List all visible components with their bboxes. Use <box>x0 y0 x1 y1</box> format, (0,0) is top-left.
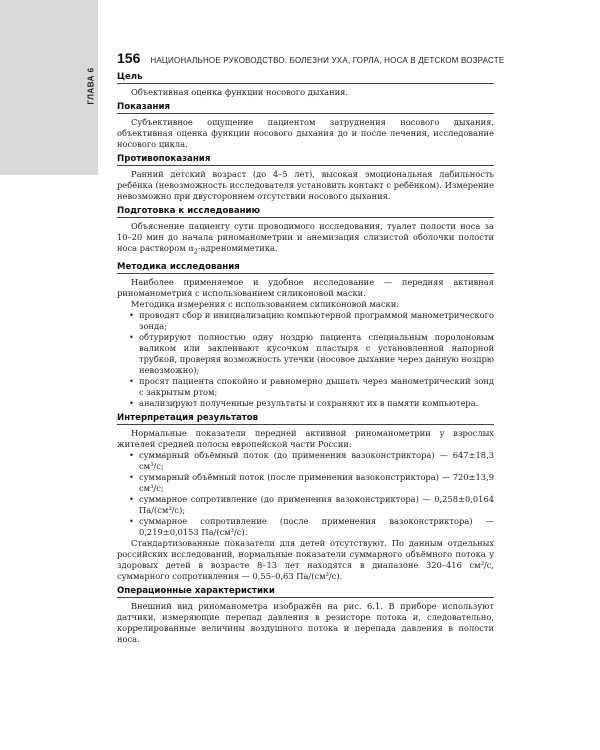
list-item: • анализируют полученные результаты и сохраняют их в памяти компьютера. <box>117 398 494 409</box>
section-interpretation <box>117 413 494 582</box>
section-title: Показания <box>117 102 494 114</box>
steps-label: Методика измерения с использованием силиконовой маски: <box>131 298 400 309</box>
page-number: 156 <box>117 50 141 66</box>
section-indications <box>117 102 494 150</box>
section-title: Цель <box>117 72 494 84</box>
section-title: Методика исследования <box>117 262 494 274</box>
chapter-side-tab <box>0 0 98 175</box>
text-part: Объяснение пациенту сути проводимого исследования, туалет полости носа за 10–20 мин до начала риноманометрии и анемизация слизистой оболочки полости носа раствором α <box>117 221 494 253</box>
page-content <box>117 50 505 645</box>
section-outro: Стандартизованные показатели для детей отсутствуют. По данным отдельных российских исследований, нормальные показатели суммарного объёмного потока у здоровых детей в возрасте 8–13 лет находятся в диапазоне 320–416 см³/с, суммарного сопротивления — 0,55–0,63 Па/(см³/с). <box>117 537 494 581</box>
list-item: • обтурируют полностью одну ноздрю пациента специальным поролоновым валиком или заклеивают кусочком пластыря с установленной напорной трубкой, проверяя возможность утечки (носовое дыхание через данную ноздрю невозможно); <box>117 332 494 376</box>
section-title: Интерпретация результатов <box>117 413 494 425</box>
section-intro: Наиболее применяемое и удобное исследование — передняя активная риноманометрия с использованием силиконовой маски. <box>117 276 494 298</box>
section-intro: Нормальные показатели передней активной риноманометрии у взрослых жителей средней полосы европейской части России: <box>117 427 494 449</box>
section-operational <box>117 586 494 645</box>
list-item: • проводят сбор и инициализацию компьютерной программой манометрического зонда; <box>117 310 494 332</box>
section-text: Внешний вид риноманометра изображён на рис. 6.1. В приборе используют датчики, измеряющие перепад давления в резисторе потока и, следовательно, коррелированные величины воздушного потока и перепада давления в полости носа. <box>117 600 494 644</box>
section-title: Подготовка к исследованию <box>117 206 494 218</box>
section-preparation <box>117 206 494 258</box>
list-item: • суммарное сопротивление (до применения вазоконстриктора) — 0,258±0,0164 Па/(см³/с); <box>117 494 494 516</box>
section-text <box>117 221 494 258</box>
running-title: НАЦИОНАЛЬНОЕ РУКОВОДСТВО. БОЛЕЗНИ УХА, ГОРЛА, НОСА В ДЕТСКОМ ВОЗРАСТЕ <box>150 56 505 65</box>
list-item: • суммарный объёмный поток (после применения вазоконстриктора) — 720±13,9 см³/с; <box>117 472 494 494</box>
section-text: Объективная оценка функции носового дыхания. <box>131 87 349 97</box>
text-part: -адреномиметика. <box>197 243 278 253</box>
norms-list <box>117 450 494 538</box>
method-steps-list <box>117 310 494 409</box>
section-title: Противопоказания <box>117 154 494 166</box>
chapter-label: ГЛАВА 6 <box>86 67 96 105</box>
page-header <box>117 50 505 66</box>
list-item: • просят пациента спокойно и равномерно дышать через манометрический зонд с закрытым ртом; <box>117 376 494 398</box>
list-item: • суммарное сопротивление (после применения вазоконстриктора) — 0,219±0,0153 Па/(см³/с). <box>117 516 494 538</box>
subscript: 2 <box>193 248 198 256</box>
section-goal <box>117 72 494 98</box>
section-contraindications <box>117 154 494 202</box>
section-text: Ранний детский возраст (до 4–5 лет), высокая эмоциональная лабильность ребёнка (невозможность исследователя установить контакт с ребёнком). Измерение невозможно при двустороннем отсутствии носового дыхания. <box>117 169 494 201</box>
list-item: • суммарный объёмный поток (до применения вазоконстриктора) — 647±18,3 см³/с; <box>117 450 494 472</box>
section-text: Субъективное ощущение пациентом затруднения носового дыхания, объективная оценка функции носового дыхания до и после лечения, исследование носового цикла. <box>117 117 494 149</box>
section-title: Операционные характеристики <box>117 586 494 598</box>
section-method <box>117 262 494 409</box>
